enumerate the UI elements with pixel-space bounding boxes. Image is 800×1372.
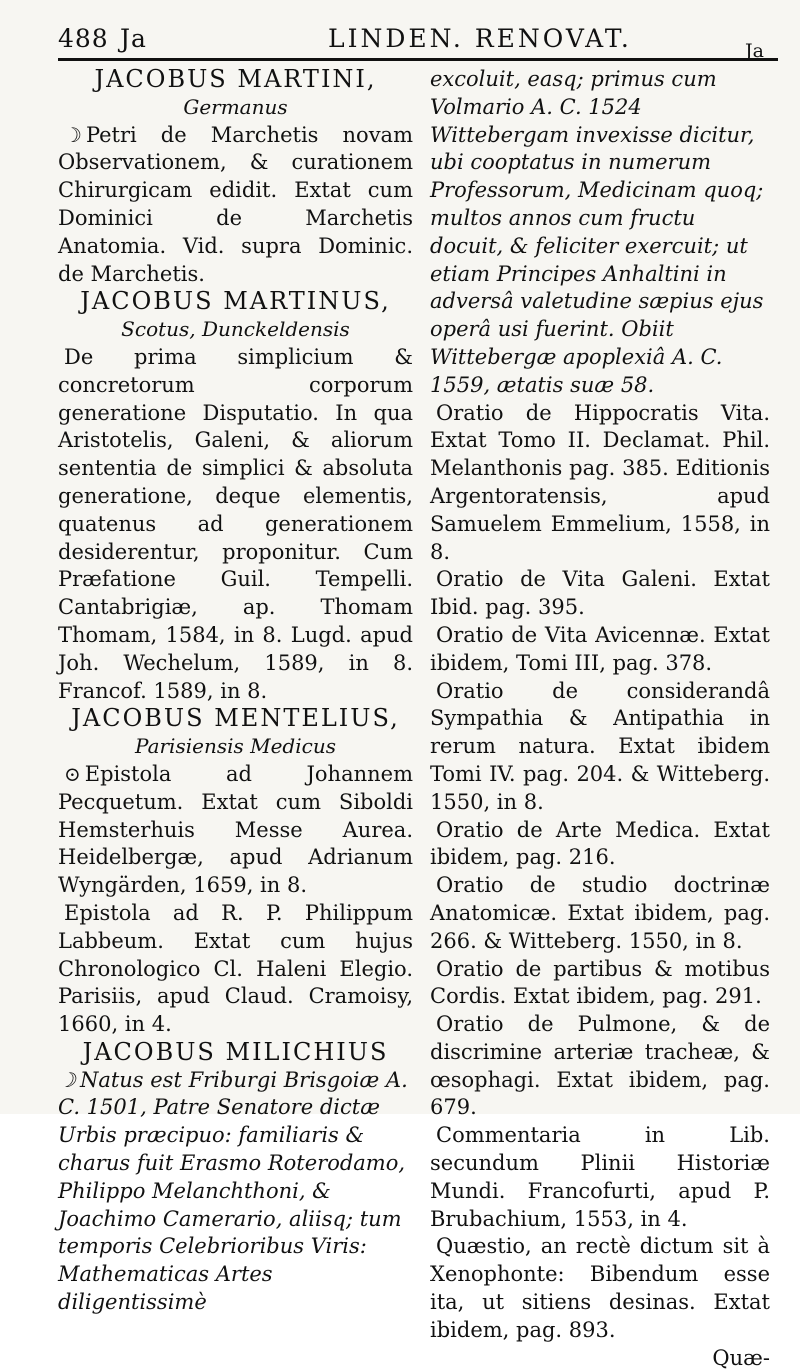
entry-text: Oratio de Vita Avicennæ. Extat ibidem, Tomi III, pag. 378.	[430, 622, 770, 675]
entry-paragraph	[58, 344, 413, 705]
entry-paragraph	[430, 400, 770, 567]
entry-text: Natus est Friburgi Brisgoiæ A. C. 1501, Patre Senatore dictæ Urbis præcipuo: familiaris & charus fuit Erasmo Roterodamo, Philippo Melanchthoni, & Joachimo Camerario, aliisq; tum temporis Celebrioribus Viris: Mathematicas Artes diligentissimè	[58, 1067, 408, 1315]
entry-paragraph	[58, 900, 413, 1039]
header-abbreviation: Ja	[120, 24, 147, 53]
entry-paragraph	[430, 678, 770, 817]
entry-text: excoluit, easq; primus cum Volmario A. C. 1524 Wittebergam invexisse dicitur, ubi cooptatus in numerum Professorum, Medicinam quoq; multos annos cum fructu docuit, & feliciter exercuit; ut etiam Principes Anhaltini in adversâ valetudine sæpius ejus operâ usi fuerint. Obiit Wittebergæ apoplexiâ A. C. 1559, ætatis suæ 58.	[430, 67, 764, 397]
entry-text: Epistola ad Johannem Pecquetum. Extat cum Siboldi Hemsterhuis Messe Aurea. Heidelbergæ, apud Adrianum Wyngärden, 1659, in 8.	[58, 761, 413, 898]
entry-text: Oratio de considerandâ Sympathia & Antipathia in rerum natura. Extat ibidem Tomi IV. pag. 204. & Witteberg. 1550, in 8.	[430, 678, 770, 814]
entry-paragraph	[430, 566, 770, 622]
entry-name	[58, 288, 413, 316]
right-column	[430, 66, 770, 1372]
entry-text: JACOBUS MENTELIUS,	[71, 704, 400, 733]
entry-text: JACOBUS MARTINI,	[94, 65, 377, 93]
entry-origin	[58, 316, 413, 344]
entry-name	[58, 1039, 413, 1067]
entry-text: Parisiensis Medicus	[135, 734, 336, 759]
running-title: LINDEN. RENOVAT.	[328, 24, 632, 53]
entry-paragraph	[430, 1233, 770, 1344]
entry-text: Germanus	[183, 94, 288, 119]
sun-symbol-icon: ⊙	[64, 761, 81, 786]
moon-symbol-icon: ☽	[58, 1067, 76, 1092]
moon-symbol-icon: ☽	[64, 122, 82, 147]
entry-text: Epistola ad R. P. Philippum Labbeum. Extat cum hujus Chronologico Cl. Haleni Elegio. Parisiis, apud Claud. Cramoisy, 1660, in 4.	[58, 900, 413, 1037]
entry-paragraph	[58, 122, 413, 289]
entry-origin	[58, 733, 413, 761]
entry-paragraph	[430, 956, 770, 1012]
biography-paragraph	[430, 66, 770, 400]
entry-origin	[58, 94, 413, 122]
entry-text: Scotus, Dunckeldensis	[121, 317, 350, 342]
entry-paragraph	[430, 1122, 770, 1233]
entry-text: JACOBUS MARTINUS,	[80, 287, 391, 316]
entry-paragraph	[430, 1011, 770, 1122]
entry-text: Oratio de Pulmone, & de discrimine arteriæ tracheæ, & œsophagi. Extat ibidem, pag. 679.	[430, 1012, 770, 1120]
entry-text: Quæ-	[712, 1345, 770, 1370]
catchword-corner: Ja	[745, 40, 764, 62]
entry-paragraph	[58, 761, 413, 900]
entry-paragraph	[430, 622, 770, 678]
entry-text: Oratio de Arte Medica. Extat ibidem, pag. 216.	[430, 817, 770, 870]
catchword	[430, 1345, 770, 1372]
entry-text: De prima simplicium & concretorum corporum generatione Disputatio. In qua Aristotelis, Galeni, & aliorum sententia de simplici & absoluta generatione, deque elementis, quatenus ad generationem desiderentur, proponitur. Cum Præfatione Guil. Tempelli. Cantabrigiæ, ap. Thomam Thomam, 1584, in 8. Lugd. apud Joh. Wechelum, 1589, in 8. Francof. 1589, in 8.	[58, 344, 413, 703]
entry-paragraph	[430, 872, 770, 955]
entry-name	[58, 705, 413, 733]
entry-text: Quæstio, an rectè dictum sit à Xenophonte: Bibendum esse ita, ut sitiens desinas. Extat ibidem, pag. 893.	[430, 1234, 770, 1342]
entry-text: Oratio de studio doctrinæ Anatomicæ. Extat ibidem, pag. 266. & Witteberg. 1550, in 8.	[430, 873, 770, 953]
running-header	[58, 22, 778, 61]
entry-text: Oratio de partibus & motibus Cordis. Extat ibidem, pag. 291.	[430, 956, 770, 1009]
entry-text: JACOBUS MILICHIUS	[82, 1037, 389, 1066]
entry-text: Oratio de Hippocratis Vita. Extat Tomo II. Declamat. Phil. Melanthonis pag. 385. Editionis Argentoratensis, apud Samuelem Emmelium, 1558, in 8.	[430, 400, 770, 564]
entry-paragraph	[430, 817, 770, 873]
left-column	[58, 66, 413, 1317]
entry-text: Commentaria in Lib. secundum Plinii Historiæ Mundi. Francofurti, apud P. Brubachium, 1553, in 4.	[430, 1123, 770, 1231]
biography-paragraph	[58, 1067, 413, 1317]
entry-text: Oratio de Vita Galeni. Extat Ibid. pag. 395.	[430, 567, 770, 620]
entry-text: Petri de Marchetis novam Observationem, & curationem Chirurgicam edidit. Extat cum Dominici de Marchetis Anatomia. Vid. supra Dominic. de Marchetis.	[58, 122, 413, 286]
page-number: 488	[58, 24, 109, 53]
entry-name	[58, 66, 413, 94]
